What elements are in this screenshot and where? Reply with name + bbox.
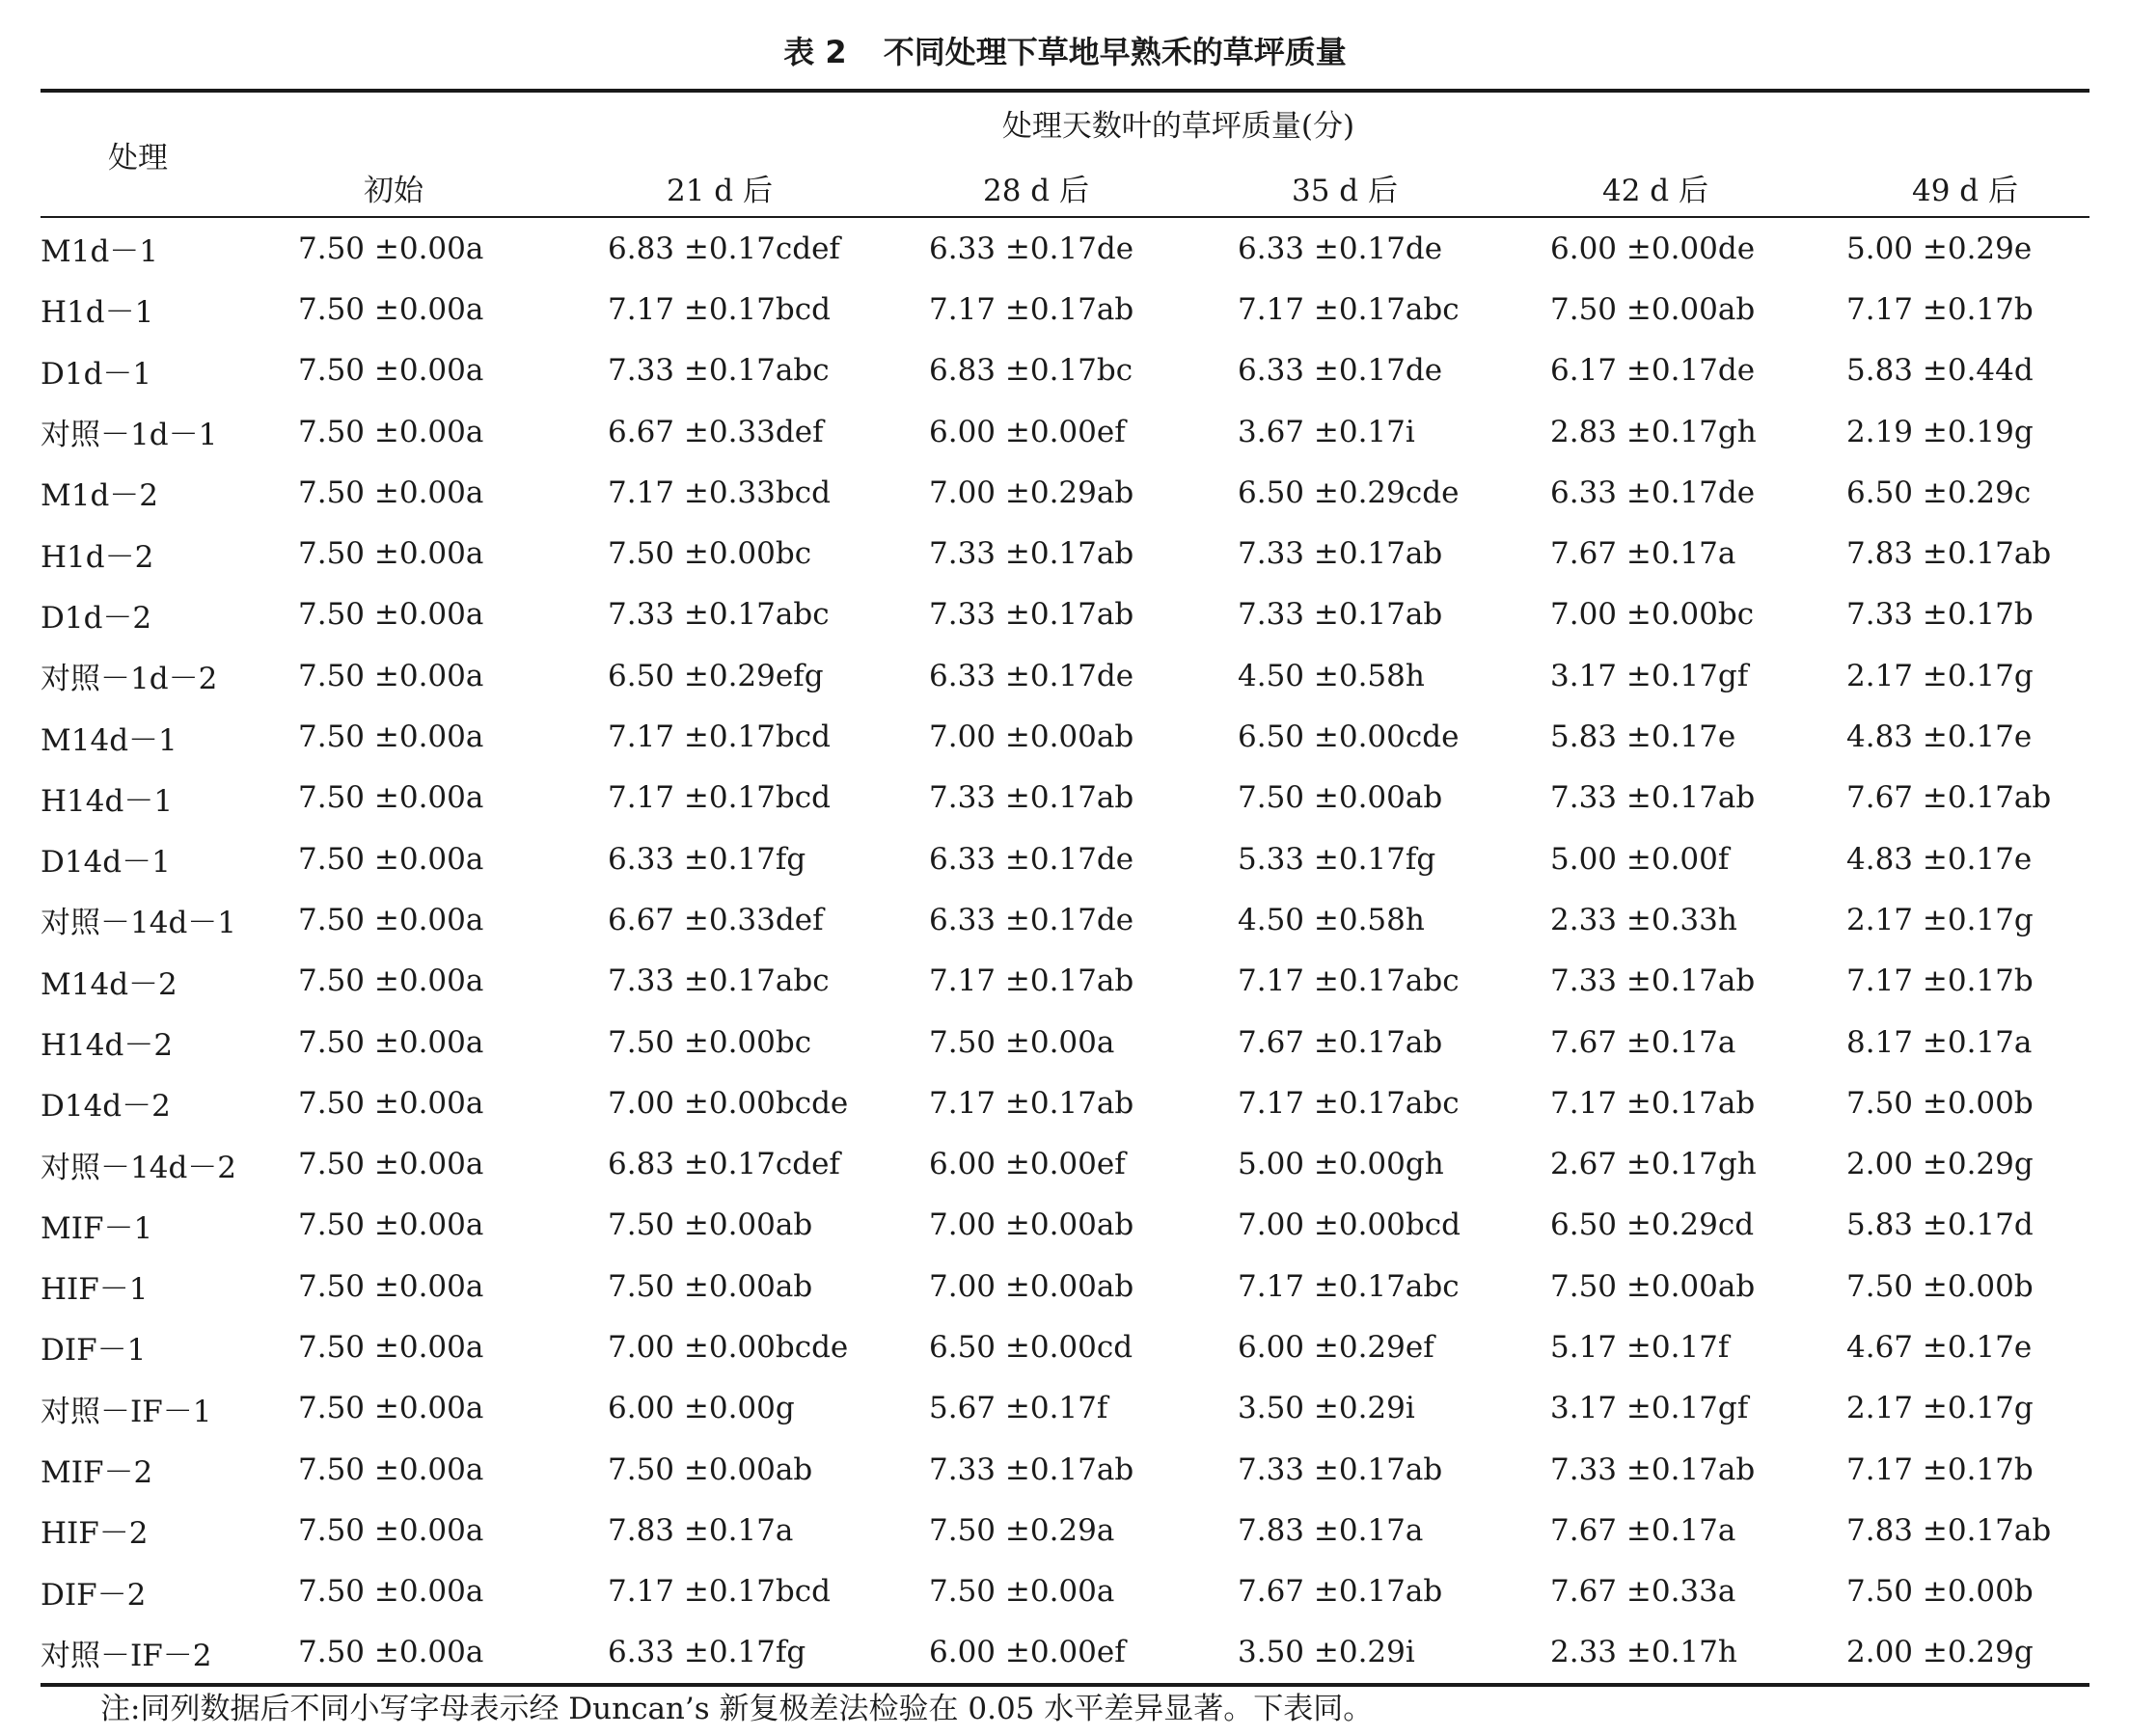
row-label: MIF－2 (41, 1455, 153, 1491)
table-cell: 3.50 ±0.29i (1238, 1391, 1415, 1426)
table-cell: 7.33 ±0.17ab (1238, 597, 1443, 633)
table-cell: 4.83 ±0.17e (1846, 719, 2033, 755)
table-cell: 7.50 ±0.00a (298, 841, 484, 877)
table-cell: 7.50 ±0.00bc (608, 536, 812, 572)
table-cell: 5.83 ±0.44d (1846, 353, 2034, 389)
table-cell: 7.17 ±0.17b (1846, 1451, 2034, 1487)
table-cell: 7.33 ±0.17ab (929, 780, 1134, 816)
table-cell: 7.00 ±0.00bcde (608, 1329, 849, 1365)
table-row (41, 340, 2089, 401)
table-cell: 4.67 ±0.17e (1846, 1329, 2033, 1365)
table-cell: 3.50 ±0.29i (1191, 1622, 1502, 1685)
table-cell: 7.50 ±0.00a (298, 780, 484, 816)
table-cell: 6.50 ±0.29cde (1238, 475, 1460, 510)
table-cell: 7.00 ±0.00ab (929, 1207, 1134, 1243)
table-cell: 7.50 ±0.00ab (608, 1451, 813, 1487)
table-cell: 7.50 ±0.00a (298, 597, 484, 633)
table-cell: 6.00 ±0.00ef (929, 414, 1126, 449)
table-cell: 2.17 ±0.17g (1846, 1391, 2034, 1426)
row-label: DIF－1 (41, 1333, 147, 1369)
table-cell: 6.33 ±0.17de (1238, 231, 1443, 266)
table-cell: 4.83 ±0.17e (1846, 841, 2033, 877)
table-cell: 7.50 ±0.00a (298, 1512, 484, 1548)
table-cell: 2.00 ±0.29g (1812, 1622, 2089, 1685)
table-cell: 7.33 ±0.17ab (1238, 1451, 1443, 1487)
row-label: 对照－IF－2 (41, 1622, 258, 1685)
table-cell: 6.17 ±0.17de (1550, 353, 1756, 389)
table-row (41, 645, 2089, 706)
row-label: H1d－1 (41, 295, 154, 331)
group-header-text: 处理天数叶的草坪质量(分) (1001, 108, 1355, 144)
row-label: HIF－2 (41, 1516, 149, 1552)
table-cell: 7.50 ±0.00a (258, 1622, 566, 1685)
table-cell: 2.83 ±0.17gh (1550, 414, 1757, 449)
table-cell: 7.67 ±0.17ab (1846, 780, 2052, 816)
table-cell: 6.33 ±0.17de (929, 902, 1134, 937)
table-cell: 7.50 ±0.00a (298, 1147, 484, 1182)
table-cell: 5.00 ±0.00f (1550, 841, 1730, 877)
table-cell: 5.17 ±0.17f (1550, 1329, 1730, 1365)
table-row (41, 1622, 2089, 1685)
column-header-1: 21 d 后 (566, 158, 883, 217)
table-cell: 7.17 ±0.17ab (929, 963, 1134, 999)
table-cell: 6.33 ±0.17fg (608, 841, 806, 877)
table-cell: 6.50 ±0.29c (1846, 475, 2032, 510)
table-cell: 7.50 ±0.00a (298, 963, 484, 999)
table-cell: 6.33 ±0.17fg (566, 1622, 883, 1685)
table-cell: 7.33 ±0.17abc (608, 963, 830, 999)
table-cell: 7.50 ±0.29a (929, 1512, 1115, 1548)
table-cell: 7.50 ±0.00a (298, 1268, 484, 1304)
table-cell: 7.00 ±0.00bcde (608, 1085, 849, 1121)
table-cell: 6.50 ±0.29cd (1550, 1207, 1755, 1243)
table-cell: 6.83 ±0.17bc (929, 353, 1133, 389)
table-row (41, 1378, 2089, 1439)
table-cell: 5.33 ±0.17fg (1238, 841, 1436, 877)
table-cell: 7.50 ±0.00a (298, 902, 484, 937)
table-cell: 6.50 ±0.29efg (608, 658, 824, 693)
table-cell: 7.17 ±0.17ab (929, 1085, 1134, 1121)
table-cell: 7.50 ±0.00a (298, 291, 484, 327)
row-label: MIF－1 (41, 1210, 153, 1246)
column-header-2: 28 d 后 (883, 158, 1191, 217)
table-cell: 7.17 ±0.17b (1846, 963, 2034, 999)
table-cell: 7.33 ±0.17ab (1550, 1451, 1756, 1487)
table-cell: 7.17 ±0.17bcd (608, 780, 831, 816)
table-cell: 6.00 ±0.00de (1550, 231, 1756, 266)
table-cell: 7.50 ±0.00a (298, 475, 484, 510)
table-cell: 7.50 ±0.00a (298, 1207, 484, 1243)
row-label: 对照－14d－2 (41, 1150, 237, 1185)
table-cell: 6.33 ±0.17de (929, 231, 1134, 266)
table-row (41, 828, 2089, 889)
column-header-3: 35 d 后 (1191, 158, 1502, 217)
table-note: 注:同列数据后不同小写字母表示经 Duncan’s 新复极差法检验在 0.05 水平差异显著。下表同。 (100, 1692, 1374, 1726)
table-row (41, 1195, 2089, 1256)
table-cell: 7.50 ±0.00a (298, 1024, 484, 1060)
table-row (41, 1561, 2089, 1622)
table-cell: 7.17 ±0.17bcd (608, 1574, 831, 1610)
table-row (41, 951, 2089, 1012)
table-cell: 7.50 ±0.00ab (608, 1207, 813, 1243)
table-row (41, 1072, 2089, 1133)
table-title: 不同处理下草地早熟禾的草坪质量 (883, 34, 1347, 70)
row-label: DIF－2 (41, 1577, 147, 1613)
table-cell: 7.17 ±0.17b (1846, 291, 2034, 327)
table-cell: 7.50 ±0.00a (298, 658, 484, 693)
table-cell: 7.00 ±0.00bc (1550, 597, 1755, 633)
table-cell: 7.83 ±0.17ab (1846, 1512, 2052, 1548)
table-cell: 7.33 ±0.17abc (608, 353, 830, 389)
table-row (41, 768, 2089, 828)
table-cell: 7.50 ±0.00a (298, 536, 484, 572)
table-cell: 7.83 ±0.17a (1238, 1512, 1424, 1548)
table-cell: 7.83 ±0.17a (608, 1512, 794, 1548)
table-cell: 7.50 ±0.00b (1846, 1085, 2034, 1121)
table-cell: 6.00 ±0.00g (608, 1391, 795, 1426)
table-cell: 6.67 ±0.33def (608, 902, 824, 937)
table-cell: 5.00 ±0.00gh (1238, 1147, 1444, 1182)
row-label: D14d－1 (41, 845, 171, 881)
table-cell: 4.50 ±0.58h (1238, 658, 1425, 693)
table-cell: 2.00 ±0.29g (1846, 1147, 2034, 1182)
table-cell: 5.00 ±0.29e (1846, 231, 2033, 266)
table-cell: 7.67 ±0.17a (1550, 1512, 1736, 1548)
table-row (41, 523, 2089, 583)
table-cell: 6.00 ±0.00ef (929, 1147, 1126, 1182)
table-cell: 2.17 ±0.17g (1846, 902, 2034, 937)
table-cell: 7.50 ±0.00a (298, 1329, 484, 1365)
table-number: 表 2 (783, 34, 847, 70)
table-body (41, 217, 2089, 1685)
table-cell: 7.17 ±0.17bcd (608, 719, 831, 755)
table-row (41, 706, 2089, 767)
table-cell: 7.00 ±0.29ab (929, 475, 1134, 510)
table-row (41, 1133, 2089, 1194)
table-cell: 2.17 ±0.17g (1846, 658, 2034, 693)
table-cell: 5.83 ±0.17d (1846, 1207, 2034, 1243)
table-cell: 7.17 ±0.17abc (1238, 963, 1460, 999)
row-label: M1d－2 (41, 478, 159, 514)
table-cell: 7.17 ±0.17abc (1238, 291, 1460, 327)
table-cell: 2.33 ±0.33h (1550, 902, 1737, 937)
table-cell: 6.00 ±0.00ef (883, 1622, 1191, 1685)
row-label: H14d－1 (41, 783, 174, 819)
table-cell: 7.00 ±0.00ab (929, 719, 1134, 755)
table-cell: 7.50 ±0.00a (298, 719, 484, 755)
column-header-5: 49 d 后 (1812, 158, 2089, 217)
table-cell: 7.33 ±0.17ab (1550, 963, 1756, 999)
table-cell: 7.33 ±0.17b (1846, 597, 2034, 633)
table-cell: 6.00 ±0.29ef (1238, 1329, 1434, 1365)
table-cell: 7.50 ±0.00b (1846, 1574, 2034, 1610)
row-label: D14d－2 (41, 1089, 171, 1125)
column-header-4: 42 d 后 (1502, 158, 1812, 217)
table-cell: 7.50 ±0.00a (929, 1024, 1115, 1060)
table-cell: 7.17 ±0.17bcd (608, 291, 831, 327)
row-label: H1d－2 (41, 539, 154, 575)
table-caption (0, 29, 2130, 75)
table-cell: 5.67 ±0.17f (929, 1391, 1108, 1426)
table-cell: 7.00 ±0.00bcd (1238, 1207, 1461, 1243)
table-cell: 7.50 ±0.00b (1846, 1268, 2034, 1304)
table-cell: 2.67 ±0.17gh (1550, 1147, 1757, 1182)
table-cell: 7.67 ±0.17a (1550, 1024, 1736, 1060)
table-cell: 7.33 ±0.17ab (1550, 780, 1756, 816)
row-header: 处理 (41, 91, 258, 217)
table-cell: 3.17 ±0.17gf (1550, 1391, 1749, 1426)
table-cell: 7.33 ±0.17abc (608, 597, 830, 633)
table-row (41, 1439, 2089, 1500)
table-row (41, 1500, 2089, 1560)
table-cell: 7.33 ±0.17ab (929, 1451, 1134, 1487)
table-cell: 7.17 ±0.17abc (1238, 1268, 1460, 1304)
table-cell: 7.17 ±0.17abc (1238, 1085, 1460, 1121)
row-label: 对照－1d－2 (41, 662, 218, 697)
table-cell: 7.17 ±0.17ab (1550, 1085, 1756, 1121)
table-row (41, 584, 2089, 645)
table-row (41, 1316, 2089, 1377)
row-label: HIF－1 (41, 1272, 149, 1308)
row-label: 对照－1d－1 (41, 418, 218, 453)
table-cell: 7.50 ±0.00a (298, 1574, 484, 1610)
table-cell: 7.17 ±0.33bcd (608, 475, 831, 510)
row-label: 对照－IF－1 (41, 1394, 212, 1429)
table-cell: 7.50 ±0.00a (298, 1391, 484, 1426)
turf-quality-table (41, 89, 2089, 1687)
row-label: M1d－1 (41, 234, 159, 270)
table-cell: 7.00 ±0.00ab (929, 1268, 1134, 1304)
table-cell: 8.17 ±0.17a (1846, 1024, 2033, 1060)
table-cell: 6.33 ±0.17de (929, 658, 1134, 693)
table-cell: 6.33 ±0.17de (1550, 475, 1756, 510)
table-cell: 7.50 ±0.00ab (1550, 291, 1756, 327)
table-cell: 7.50 ±0.00bc (608, 1024, 812, 1060)
table-cell: 6.50 ±0.00cd (929, 1329, 1133, 1365)
table-cell: 7.50 ±0.00a (298, 1085, 484, 1121)
table-cell: 7.50 ±0.00ab (1550, 1268, 1756, 1304)
table-cell: 7.50 ±0.00a (929, 1574, 1115, 1610)
table-row (41, 401, 2089, 462)
table-cell: 7.67 ±0.17ab (1238, 1024, 1443, 1060)
table-cell: 4.50 ±0.58h (1238, 902, 1425, 937)
table-row (41, 889, 2089, 950)
row-label: H14d－2 (41, 1028, 174, 1063)
table-cell: 6.67 ±0.33def (608, 414, 824, 449)
table-cell: 7.33 ±0.17ab (929, 536, 1134, 572)
table-cell: 7.67 ±0.17ab (1238, 1574, 1443, 1610)
table-cell: 7.50 ±0.00a (298, 231, 484, 266)
table-cell: 7.50 ±0.00a (298, 414, 484, 449)
table-row (41, 462, 2089, 523)
table-cell: 6.50 ±0.00cde (1238, 719, 1460, 755)
table-row (41, 1012, 2089, 1072)
table-cell: 7.50 ±0.00a (298, 1451, 484, 1487)
table-row (41, 1256, 2089, 1316)
column-header-row (41, 158, 2089, 217)
table-row (41, 217, 2089, 279)
table-cell: 6.33 ±0.17de (929, 841, 1134, 877)
group-header (258, 91, 2089, 158)
table-cell: 7.83 ±0.17ab (1846, 536, 2052, 572)
table-cell: 7.33 ±0.17ab (929, 597, 1134, 633)
table-cell: 7.50 ±0.00a (298, 353, 484, 389)
table-row (41, 279, 2089, 339)
table-cell: 6.33 ±0.17de (1238, 353, 1443, 389)
table-cell: 3.17 ±0.17gf (1550, 658, 1749, 693)
table-cell: 2.33 ±0.17h (1502, 1622, 1812, 1685)
table-cell: 6.83 ±0.17cdef (608, 1147, 840, 1182)
table-cell: 7.67 ±0.33a (1550, 1574, 1736, 1610)
table-cell: 7.67 ±0.17a (1550, 536, 1736, 572)
table-cell: 7.33 ±0.17ab (1238, 536, 1443, 572)
row-label: D1d－1 (41, 356, 152, 392)
row-label: M14d－1 (41, 722, 178, 758)
row-label: D1d－2 (41, 600, 152, 636)
table-cell: 5.83 ±0.17e (1550, 719, 1736, 755)
row-label: M14d－2 (41, 966, 178, 1002)
table-cell: 7.17 ±0.17ab (929, 291, 1134, 327)
column-header-0: 初始 (258, 158, 566, 217)
table-cell: 3.67 ±0.17i (1238, 414, 1415, 449)
table-cell: 7.50 ±0.00ab (1238, 780, 1443, 816)
table-cell: 2.19 ±0.19g (1846, 414, 2034, 449)
table-cell: 6.83 ±0.17cdef (608, 231, 840, 266)
row-label: 对照－14d－1 (41, 906, 237, 941)
table-cell: 7.50 ±0.00ab (608, 1268, 813, 1304)
